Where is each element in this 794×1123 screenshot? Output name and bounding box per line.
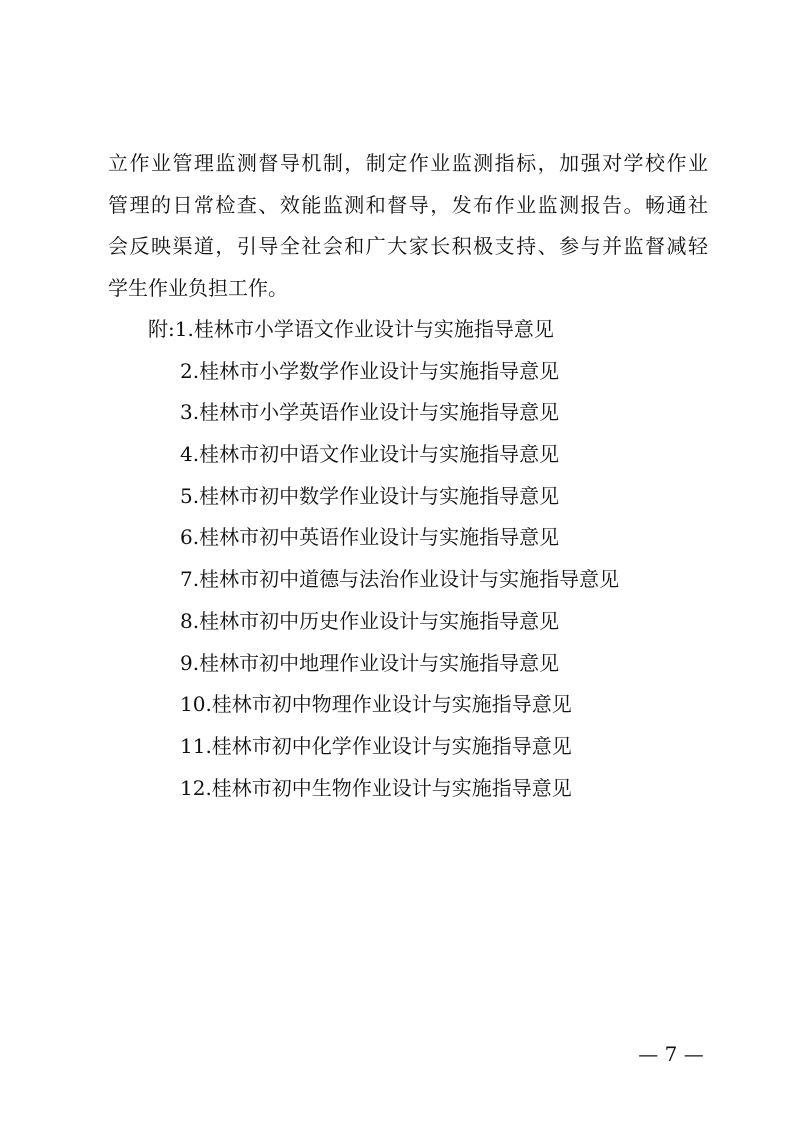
body-line: 立作业管理监测督导机制，制定作业监测指标，加强对学校作业 xyxy=(108,151,708,175)
attachment-item: 6.桂林市初中英语作业设计与实施指导意见 xyxy=(180,525,560,550)
body-paragraph xyxy=(108,143,708,310)
attachment-item: 4.桂林市初中语文作业设计与实施指导意见 xyxy=(180,442,560,467)
attachment-item: 3.桂林市小学英语作业设计与实施指导意见 xyxy=(180,400,560,425)
attachment-item: 8.桂林市初中历史作业设计与实施指导意见 xyxy=(180,608,560,633)
attachment-item: 5.桂林市初中数学作业设计与实施指导意见 xyxy=(180,483,560,508)
attachment-item: 附:1.桂林市小学语文作业设计与实施指导意见 xyxy=(148,317,554,341)
attachment-item: 10.桂林市初中物理作业设计与实施指导意见 xyxy=(180,692,572,717)
attachment-item: 12.桂林市初中生物作业设计与实施指导意见 xyxy=(180,775,572,800)
page-number: — 7 — xyxy=(638,1042,704,1066)
attachment-item: 9.桂林市初中地理作业设计与实施指导意见 xyxy=(180,650,560,675)
attachment-item: 7.桂林市初中道德与法治作业设计与实施指导意见 xyxy=(180,567,620,592)
attachment-item: 2.桂林市小学数学作业设计与实施指导意见 xyxy=(180,358,560,383)
body-line: 学生作业负担工作。 xyxy=(108,276,288,301)
body-line: 会反映渠道，引导全社会和广大家长积极支持、参与并监督减轻 xyxy=(108,234,708,259)
attachment-item: 11.桂林市初中化学作业设计与实施指导意见 xyxy=(180,733,572,758)
body-line: 管理的日常检查、效能监测和督导，发布作业监测报告。畅通社 xyxy=(108,192,708,217)
attachment-list xyxy=(0,309,794,809)
